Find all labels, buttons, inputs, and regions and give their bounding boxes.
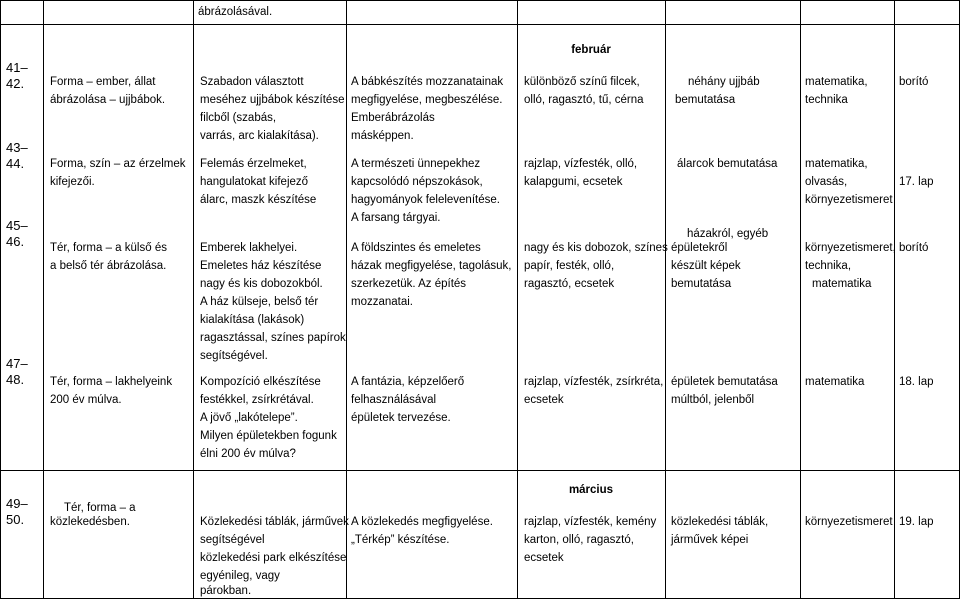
topic: Tér, forma – a xyxy=(64,502,136,514)
lesson-number: 48. xyxy=(6,372,25,387)
lesson-number: 43– xyxy=(6,140,28,155)
activity: Milyen épületekben fogunk xyxy=(200,430,337,442)
lesson-number: 49– xyxy=(6,496,28,511)
skills: megfigyelése, megbeszélése. xyxy=(351,94,503,106)
lesson-number: 47– xyxy=(6,356,28,371)
subject-links: matematika xyxy=(812,278,872,290)
skills: mozzanatai. xyxy=(351,296,414,308)
subject-links: környezetismeret xyxy=(805,194,893,206)
skills: házak megfigyelése, tagolásuk, xyxy=(351,260,512,272)
activity: festékkel, zsírkrétával. xyxy=(200,394,314,406)
activity: filcből (szabás, xyxy=(200,112,277,124)
skills: felhasználásával xyxy=(351,394,437,406)
activity: párokban. xyxy=(200,585,252,597)
demonstration: múltból, jelenből xyxy=(671,394,755,406)
topic: ábrázolása – ujjbábok. xyxy=(50,94,166,106)
demonstration: épületek bemutatása xyxy=(671,376,778,388)
materials: rajzlap, vízfesték, zsírkréta, xyxy=(524,376,664,388)
topic: közlekedésben. xyxy=(50,516,130,528)
lesson-number: 46. xyxy=(6,234,25,249)
topic: Tér, forma – a külső és xyxy=(50,242,167,254)
skills: A közlekedés megfigyelése. xyxy=(351,516,493,528)
topic: 200 év múlva. xyxy=(50,394,122,406)
materials: ecsetek xyxy=(524,552,564,564)
materials: olló, ragasztó, tű, cérna xyxy=(524,94,644,106)
reference: borító xyxy=(899,242,929,254)
lesson-number: 50. xyxy=(6,512,25,527)
activity: Emberek lakhelyei. xyxy=(200,242,298,254)
demonstration: néhány ujjbáb xyxy=(688,76,760,88)
materials: ecsetek xyxy=(524,394,564,406)
month-header-march: március xyxy=(568,484,614,496)
demonstration: készült képek xyxy=(671,260,741,272)
activity: A jövő „lakótelepe”. xyxy=(200,412,298,424)
month-header-february: február xyxy=(571,44,611,56)
subject-links: technika xyxy=(805,94,848,106)
continuation-text: ábrázolásával. xyxy=(198,6,273,18)
materials: kalapgumi, ecsetek xyxy=(524,176,623,188)
topic: Forma, szín – az érzelmek xyxy=(50,158,186,170)
subject-links: matematika, xyxy=(805,76,868,88)
reference: 18. lap xyxy=(899,376,934,388)
activity: Emeletes ház készítése xyxy=(200,260,322,272)
subject-links: környezetismeret, xyxy=(805,242,896,254)
materials: rajzlap, vízfesték, olló, xyxy=(524,158,638,170)
materials: ragasztó, ecsetek xyxy=(524,278,615,290)
skills: A farsang tárgyai. xyxy=(351,212,441,224)
subject-links: matematika xyxy=(805,376,865,388)
activity: hangulatokat kifejező xyxy=(200,176,309,188)
lesson-number: 44. xyxy=(6,156,25,171)
activity: élni 200 év múlva? xyxy=(200,448,296,460)
demonstration: bemutatása xyxy=(671,278,732,290)
activity: Felemás érzelmeket, xyxy=(200,158,307,170)
reference: 17. lap xyxy=(899,176,934,188)
skills: A természeti ünnepekhez xyxy=(351,158,481,170)
subject-links: környezetismeret xyxy=(805,516,893,528)
demonstration: járművek képei xyxy=(671,534,749,546)
activity: kialakítása (lakások) xyxy=(200,314,305,326)
skills: Emberábrázolás xyxy=(351,112,435,124)
demonstration: házakról, egyéb xyxy=(687,228,769,240)
demonstration: bemutatása xyxy=(675,94,736,106)
activity: Szabadon választott xyxy=(200,76,304,88)
materials: karton, olló, ragasztó, xyxy=(524,534,634,546)
topic: kifejezői. xyxy=(50,176,95,188)
activity: segítségével xyxy=(200,534,265,546)
activity: segítségével. xyxy=(200,350,268,362)
activity: Kompozíció elkészítése xyxy=(200,376,321,388)
skills: A fantázia, képzelőerő xyxy=(351,376,465,388)
reference: 19. lap xyxy=(899,516,934,528)
activity: Közlekedési táblák, járművek xyxy=(200,516,349,528)
reference: borító xyxy=(899,76,929,88)
materials: nagy és kis dobozok, színes xyxy=(524,242,668,254)
demonstration: épületekről xyxy=(671,242,728,254)
activity: nagy és kis dobozokból. xyxy=(200,278,323,290)
skills: „Térkép” készítése. xyxy=(351,534,450,546)
activity: egyénileg, vagy xyxy=(200,570,280,582)
subject-links: matematika, xyxy=(805,158,868,170)
activity: ragasztással, színes papírok xyxy=(200,332,346,344)
topic: Tér, forma – lakhelyeink xyxy=(50,376,173,388)
activity: közlekedési park elkészítése xyxy=(200,552,347,564)
skills: A bábkészítés mozzanatainak xyxy=(351,76,504,88)
topic: a belső tér ábrázolása. xyxy=(50,260,167,272)
activity: meséhez ujjbábok készítése xyxy=(200,94,345,106)
skills: másképpen. xyxy=(351,130,414,142)
subject-links: olvasás, xyxy=(805,176,848,188)
topic: Forma – ember, állat xyxy=(50,76,156,88)
materials: rajzlap, vízfesték, kemény xyxy=(524,516,657,528)
lesson-number: 45– xyxy=(6,218,28,233)
skills: kapcsolódó népszokások, xyxy=(351,176,483,188)
materials: különböző színű filcek, xyxy=(524,76,640,88)
skills: épületek tervezése. xyxy=(351,412,451,424)
demonstration: közlekedési táblák, xyxy=(671,516,769,528)
activity: álarc, maszk készítése xyxy=(200,194,317,206)
skills: A földszintes és emeletes xyxy=(351,242,481,254)
lesson-number: 41– xyxy=(6,60,28,75)
skills: hagyományok felelevenítése. xyxy=(351,194,500,206)
skills: szerkezetük. Az építés xyxy=(351,278,467,290)
activity: varrás, arc kialakítása). xyxy=(200,130,319,142)
materials: papír, festék, olló, xyxy=(524,260,615,272)
activity: A ház külseje, belső tér xyxy=(200,296,319,308)
lesson-number: 42. xyxy=(6,76,25,91)
subject-links: technika, xyxy=(805,260,852,272)
demonstration: álarcok bemutatása xyxy=(677,158,778,170)
